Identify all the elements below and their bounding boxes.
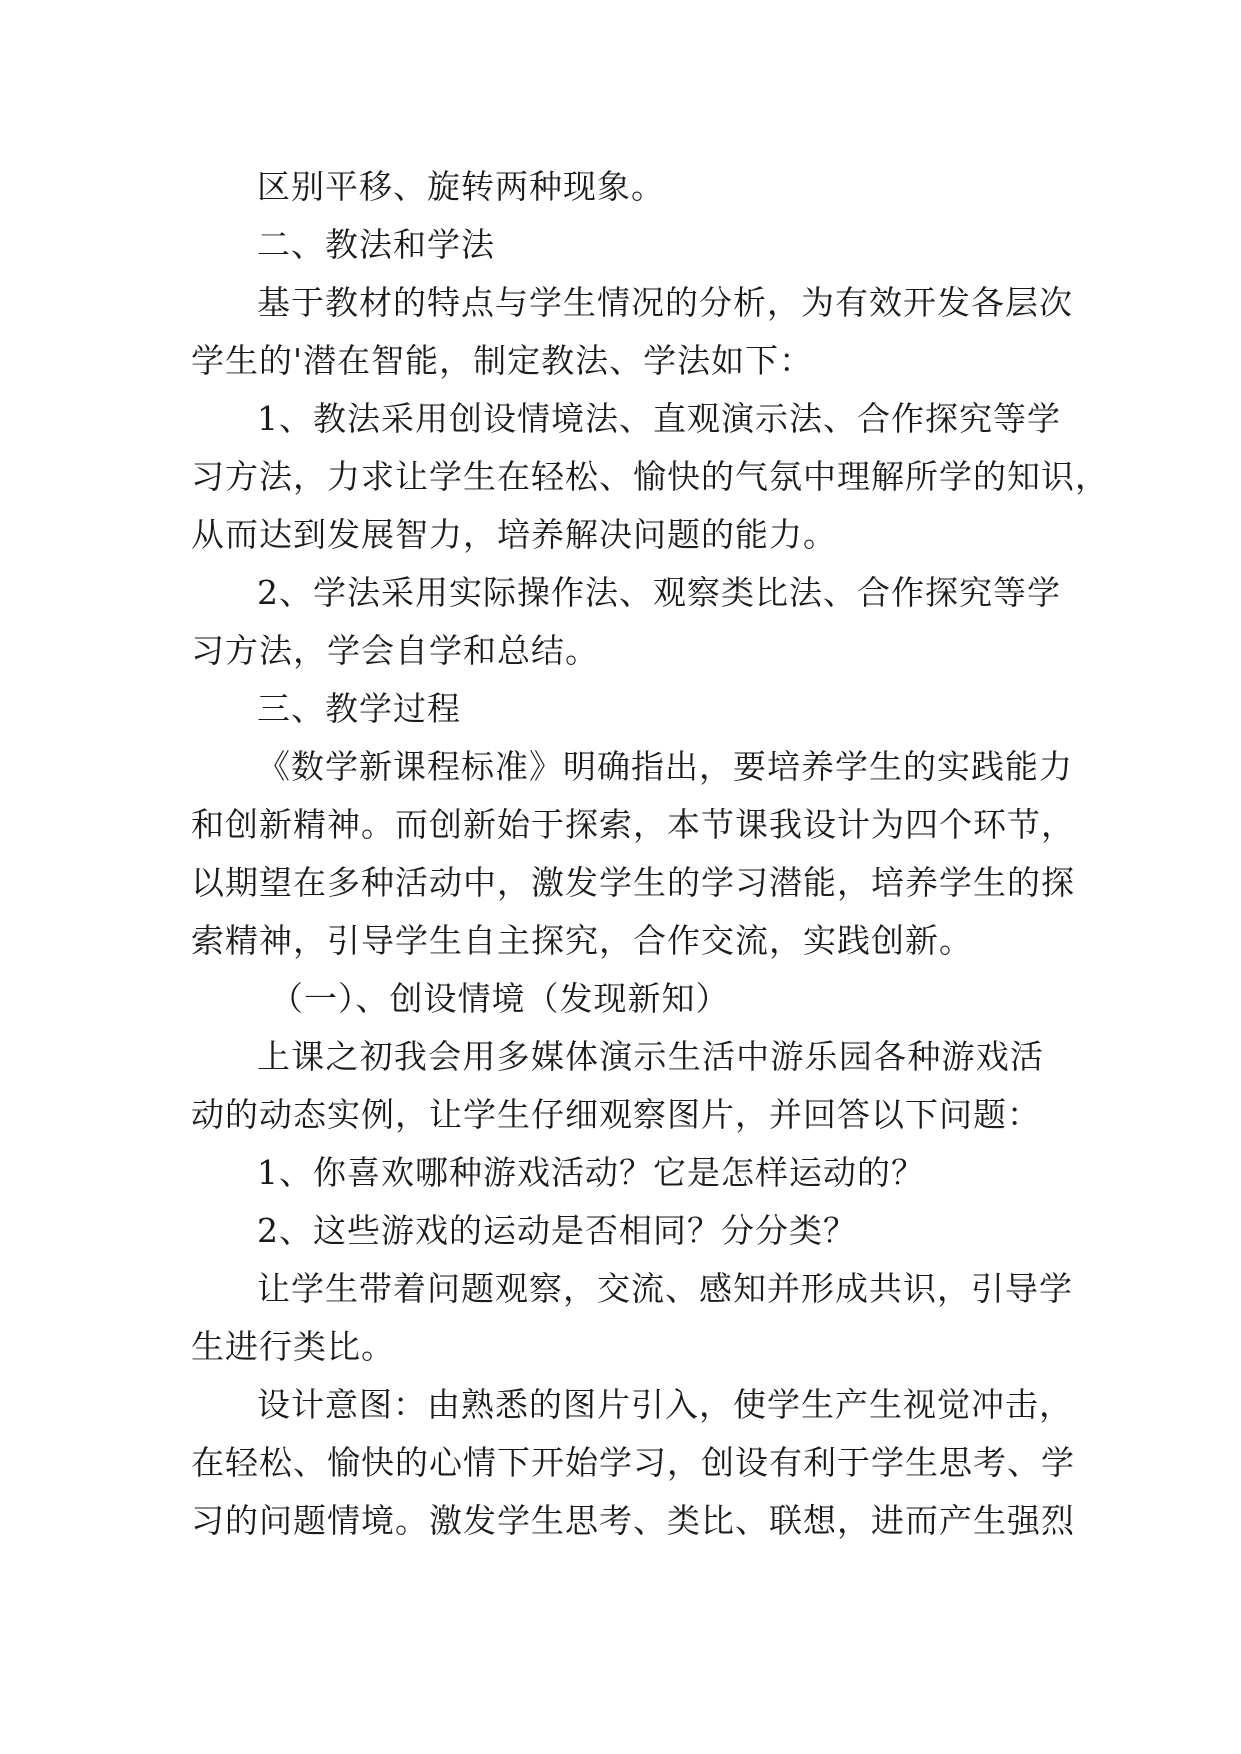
paragraph-line: 生进行类比。 (191, 1327, 395, 1366)
paragraph-line: 2、这些游戏的运动是否相同？分分类？ (257, 1211, 857, 1250)
paragraph-line: 习方法，学会自学和总结。 (191, 631, 599, 670)
paragraph-line: 上课之初我会用多媒体演示生活中游乐园各种游戏活 (257, 1037, 1044, 1076)
paragraph-line: 在轻松、愉快的心情下开始学习，创设有利于学生思考、学 (191, 1443, 1075, 1482)
subsection-heading: （一）、创设情境（发现新知） (270, 979, 730, 1018)
paragraph-line: 学生的'潜在智能，制定教法、学法如下： (191, 341, 814, 380)
section-heading: 二、教法和学法 (257, 225, 495, 264)
paragraph-line: 以期望在多种活动中，激发学生的学习潜能，培养学生的探 (191, 863, 1075, 902)
section-heading: 三、教学过程 (257, 689, 461, 728)
paragraph-line: 和创新精神。而创新始于探索，本节课我设计为四个环节， (191, 805, 1075, 844)
paragraph-line: 动的动态实例，让学生仔细观察图片，并回答以下问题： (191, 1095, 1041, 1134)
paragraph-line: 习的问题情境。激发学生思考、类比、联想，进而产生强烈 (191, 1501, 1075, 1540)
paragraph-line: 索精神，引导学生自主探究，合作交流，实践创新。 (191, 921, 973, 960)
paragraph-line: 区别平移、旋转两种现象。 (257, 167, 665, 206)
paragraph-line: 习方法，力求让学生在轻松、愉快的气氛中理解所学的知识， (191, 457, 1109, 496)
paragraph-line: 1、教法采用创设情境法、直观演示法、合作探究等学 (257, 399, 1061, 438)
paragraph-line: 让学生带着问题观察，交流、感知并形成共识，引导学 (257, 1269, 1073, 1308)
paragraph-line: 《数学新课程标准》明确指出，要培养学生的实践能力 (257, 747, 1073, 786)
paragraph-line: 1、你喜欢哪种游戏活动？它是怎样运动的？ (257, 1153, 925, 1192)
paragraph-line: 从而达到发展智力，培养解决问题的能力。 (191, 515, 837, 554)
paragraph-line: 基于教材的特点与学生情况的分析，为有效开发各层次 (257, 283, 1073, 322)
paragraph-line: 设计意图：由熟悉的图片引入，使学生产生视觉冲击， (257, 1385, 1073, 1424)
paragraph-line: 2、学法采用实际操作法、观察类比法、合作探究等学 (257, 573, 1061, 612)
